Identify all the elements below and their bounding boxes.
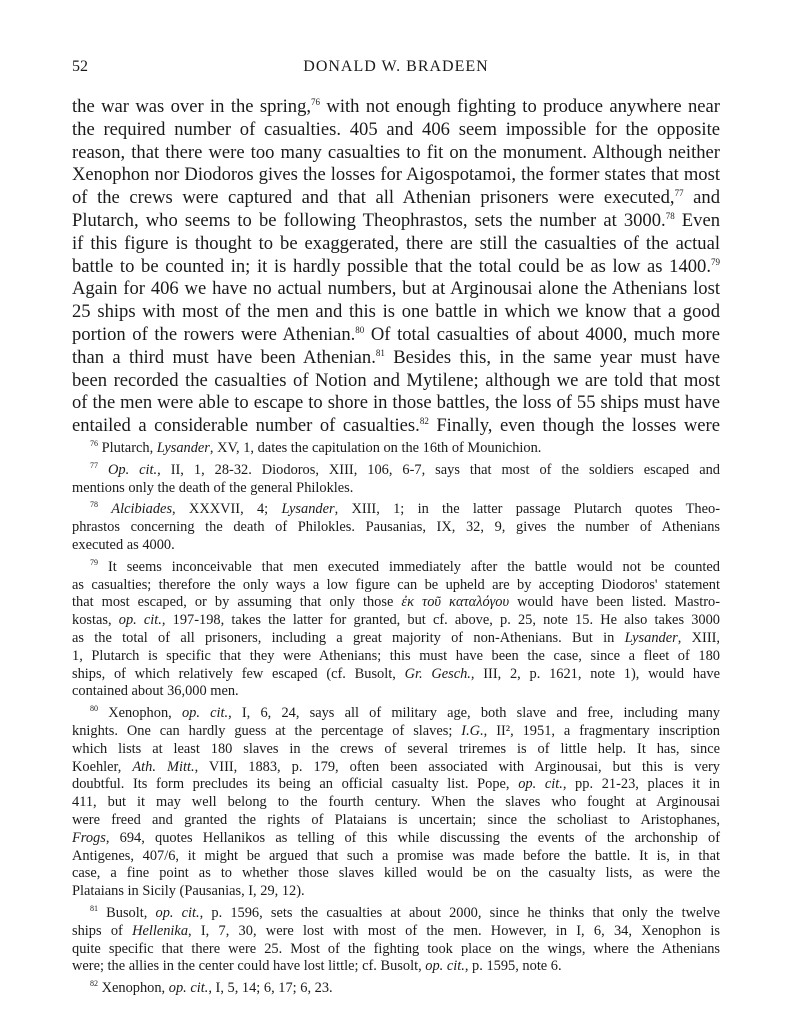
footnote: $^{79}$ It seems inconceivable that men executed immediately after the battle would not be counted as casualties; therefore the only ways a low figure can be upheld are by accepting Diodoros' statement that most escaped, or by assuming that only those ἐκ τοῦ καταλόγου would have been listed. Mastro- kostas, op. cit., 197-198, takes the latter for granted, but cf. above, p. 25, note 15. He also takes 3000 as the total of all prisoners, including a great majority of non-Athenians. But in Lysander, XIII, 1, Plutarch is specific that they were Athenians; this must have been the case, since a fleet of 180 ships, of which relatively few escaped (cf. Busolt, Gr. Gesch., III, 2, p. 1621, note 1), would have contained about 36,000 men.	[72, 557, 720, 700]
body-text	[72, 96, 720, 438]
body-line: battle to be counted in; it is hardly possible that the total could be as low as 1400.79	[72, 255, 720, 277]
body-line: Xenophon nor Diodoros gives the losses for Aigospotamoi, the former states that most	[72, 164, 720, 186]
body-line: of the men were able to escape to shore in those battles, the loss of 55 ships must have	[72, 392, 720, 414]
footnote: $^{77}$ Op. cit., II, 1, 28-32. Diodoros, XIII, 106, 6-7, says that most of the soldiers escaped and mentions only the death of the general Philokles.	[72, 460, 720, 496]
footnote-number: 80	[90, 704, 98, 714]
body-line: been recorded the casualties of Notion and Mytilene; although we are told that most	[72, 369, 720, 391]
footnote-ref[interactable]: 82	[419, 416, 429, 427]
body-line: if this figure is thought to be exaggerated, there are still the casualties of the actual	[72, 232, 720, 254]
footnote-number: 79	[90, 557, 98, 567]
footnote-ref[interactable]: 77	[674, 188, 684, 199]
footnote-number: 82	[90, 979, 98, 989]
footnote-ref[interactable]: 76	[311, 97, 321, 107]
footnote-number: 77	[90, 460, 98, 470]
footnote-number: 78	[90, 500, 98, 510]
footnote: $^{81}$ Busolt, op. cit., p. 1596, sets the casualties at about 2000, since he thinks that only the twelve ships of Hellenika, I, 7, 30, were lost with most of the men. However, in I, 6, 34, Xenophon is quite specific that there were 25. Most of the fighting took place on the wings, where the Athenians were; the allies in the center could have lost little; cf. Busolt, op. cit., p. 1595, note 6.	[72, 903, 720, 975]
footnote: $^{80}$ Xenophon, op. cit., I, 6, 24, says all of military age, both slave and free, including many knights. One can hardly guess at the percentage of slaves; I.G., II², 1951, a fragmentary inscription which lists at least 180 slaves in the crews of several triremes is of little help. It has, since Koehler, Ath. Mitt., VIII, 1883, p. 179, often been associated with Arginousai, but this is very doubtful. Its form precludes its being an official casualty list. Pope, op. cit., pp. 21-23, places it in 411, but it may well belong to the fourth century. When the slaves who fought at Arginousai were freed and granted the rights of Plataians is uncertain; since the scholiast to Aristophanes, Frogs, 694, quotes Hellanikos as telling of this while discussing the events of the archonship of Antigenes, 407/6, it might be argued that such a promise was made before the battle. It is, in that case, a fine point as to whether those slaves killed would be on the casualty lists, as were the Plataians in Sicily (Pausanias, I, 29, 12).	[72, 704, 720, 900]
footnote: $^{78}$ Alcibiades, XXXVII, 4; Lysander, XIII, 1; in the latter passage Plutarch quotes Theo- phrastos concerning the death of Philokles. Pausanias, IX, 32, 9, gives the number of Athenians executed as 4000.	[72, 500, 720, 553]
page-header	[72, 58, 720, 82]
body-line: entailed a considerable number of casualties.$^{82}$ Finally, even though the losses were	[72, 415, 720, 437]
running-head: DONALD W. BRADEEN	[303, 58, 489, 75]
body-line: reason, that there were too many casualties to fit on the monument. Although neither	[72, 141, 720, 163]
body-line: the required number of casualties. 405 and 406 seem impossible for the opposite	[72, 118, 720, 140]
footnote-ref[interactable]: 80	[355, 324, 365, 335]
body-line: of the crews were captured and that all Athenian prisoners were executed,$^{77}$ and	[72, 187, 721, 209]
footnote: $^{82}$ Xenophon, op. cit., I, 5, 14; 6, 17; 6, 23.	[90, 979, 333, 997]
footnote-number: 76	[90, 439, 98, 448]
body-line: portion of the rowers were Athenian.$^{80}$ Of total casualties of about 4000, much more	[72, 323, 720, 345]
footnotes	[72, 440, 720, 1002]
body-line: Again for 406 we have no actual numbers, but at Arginousai alone the Athenians lost	[72, 278, 720, 300]
footnote-ref[interactable]: 78	[665, 210, 675, 221]
body-line: Plutarch, who seems to be following Theophrastos, sets the number at 3000.78 Even	[72, 209, 720, 231]
footnote: $^{76}$ Plutarch, Lysander, XV, 1, dates the capitulation on the 16th of Mounichion.	[90, 439, 542, 456]
body-line: than a third must have been Athenian.$^{81}$ Besides this, in the same year must have	[72, 346, 720, 368]
footnote-ref[interactable]: 81	[375, 347, 385, 358]
footnote-number: 81	[90, 903, 98, 913]
body-line: the war was over in the spring,$^{76}$ with not enough fighting to produce anywhere near	[72, 96, 720, 117]
body-line: 25 ships with most of the men and this is one battle in which we know that a good	[72, 301, 720, 323]
page-number: 52	[72, 58, 88, 75]
footnote-ref[interactable]: 79	[711, 256, 720, 267]
